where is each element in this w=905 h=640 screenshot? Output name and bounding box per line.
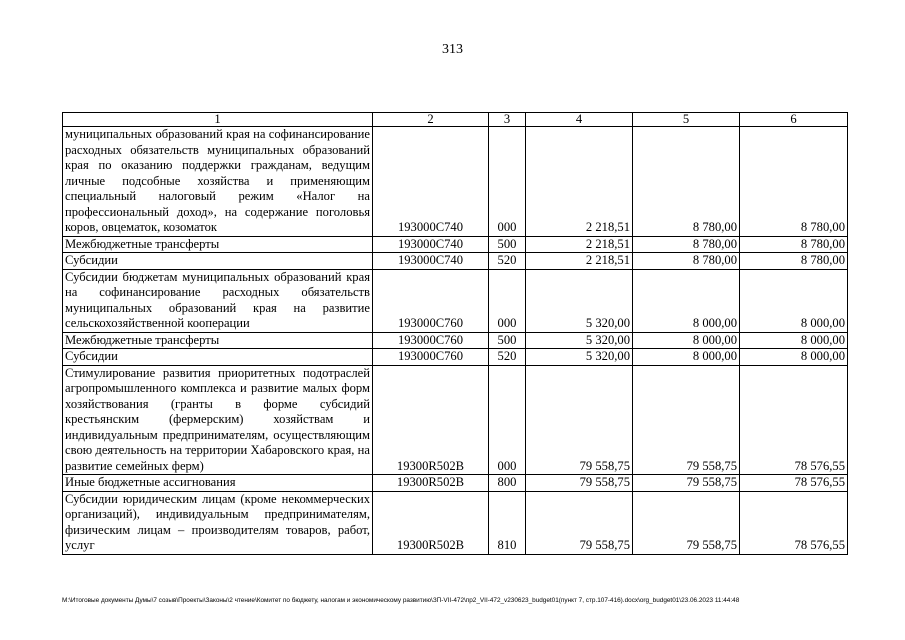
row-code: 19300R502B [373, 491, 489, 554]
row-value-1: 79 558,75 [526, 365, 633, 475]
column-header: 4 [526, 113, 633, 127]
table-row [63, 491, 848, 554]
row-value-1: 2 218,51 [526, 127, 633, 237]
column-header: 2 [373, 113, 489, 127]
row-type: 000 [489, 127, 526, 237]
row-value-3: 78 576,55 [740, 491, 848, 554]
row-code: 19300R502B [373, 365, 489, 475]
table-row [63, 365, 848, 475]
row-value-3: 8 780,00 [740, 236, 848, 253]
row-value-3: 8 780,00 [740, 127, 848, 237]
row-value-1: 5 320,00 [526, 269, 633, 332]
row-value-1: 79 558,75 [526, 475, 633, 492]
document-path-footer: M:\Итоговые документы Думы\7 созыв\Проекты\Законы\2 чтение\Комитет по бюджету, налогам и экономическому развитию\ЗП-VII-472\пр2_VII-472_v230623_budget01(пункт 7, стр.107-416).docx\org_budget01\23.06.2023 11:44:48 [62, 597, 740, 604]
column-header: 1 [63, 113, 373, 127]
row-name: Субсидии [63, 253, 373, 270]
row-type: 000 [489, 269, 526, 332]
table-row [63, 269, 848, 332]
row-type: 810 [489, 491, 526, 554]
row-value-3: 8 780,00 [740, 253, 848, 270]
row-type: 500 [489, 332, 526, 349]
page-number: 313 [442, 42, 463, 57]
row-name: Стимулирование развития приоритетных подотраслей агропромышленного комплекса и развитие малых форм хозяйствования (гранты в форме субсидий крестьянским (фермерским) хозяйствам и индивидуальным предпринимателям, осуществляющим свою деятельность на территории Хабаровского края, на развитие семейных ферм) [63, 365, 373, 475]
row-name: Субсидии [63, 349, 373, 366]
row-value-1: 2 218,51 [526, 253, 633, 270]
row-value-1: 5 320,00 [526, 349, 633, 366]
row-value-1: 2 218,51 [526, 236, 633, 253]
table-row [63, 349, 848, 366]
row-type: 500 [489, 236, 526, 253]
row-type: 000 [489, 365, 526, 475]
row-name: Межбюджетные трансферты [63, 236, 373, 253]
row-value-3: 8 000,00 [740, 332, 848, 349]
row-value-2: 79 558,75 [633, 475, 740, 492]
table-row [63, 253, 848, 270]
row-value-3: 78 576,55 [740, 475, 848, 492]
row-value-1: 5 320,00 [526, 332, 633, 349]
table-row [63, 332, 848, 349]
column-header: 3 [489, 113, 526, 127]
row-type: 520 [489, 349, 526, 366]
row-name: Межбюджетные трансферты [63, 332, 373, 349]
row-code: 193000С740 [373, 236, 489, 253]
row-value-1: 79 558,75 [526, 491, 633, 554]
row-code: 193000С760 [373, 332, 489, 349]
row-code: 193000С740 [373, 127, 489, 237]
row-code: 19300R502B [373, 475, 489, 492]
row-code: 193000С740 [373, 253, 489, 270]
column-header: 5 [633, 113, 740, 127]
row-type: 800 [489, 475, 526, 492]
table-row [63, 236, 848, 253]
row-value-3: 8 000,00 [740, 269, 848, 332]
table-row [63, 127, 848, 237]
row-type: 520 [489, 253, 526, 270]
row-value-2: 8 780,00 [633, 236, 740, 253]
row-value-3: 78 576,55 [740, 365, 848, 475]
table-header-row [63, 113, 848, 127]
row-value-2: 79 558,75 [633, 491, 740, 554]
row-value-3: 8 000,00 [740, 349, 848, 366]
row-name: Субсидии бюджетам муниципальных образований края на софинансирование расходных обязательств муниципальных образований края на развитие сельскохозяйственной кооперации [63, 269, 373, 332]
row-value-2: 8 780,00 [633, 127, 740, 237]
row-code: 193000С760 [373, 269, 489, 332]
row-value-2: 8 000,00 [633, 332, 740, 349]
budget-table [62, 112, 848, 555]
row-name: Иные бюджетные ассигнования [63, 475, 373, 492]
row-value-2: 79 558,75 [633, 365, 740, 475]
row-value-2: 8 780,00 [633, 253, 740, 270]
row-value-2: 8 000,00 [633, 269, 740, 332]
table-row [63, 475, 848, 492]
row-name: муниципальных образований края на софинансирование расходных обязательств муниципальных образований края по оказанию поддержки гражданам, ведущим личные подсобные хозяйства и применяющим специальный налоговый режим «Налог на профессиональный доход», на содержание поголовья коров, овцематок, козоматок [63, 127, 373, 237]
row-name: Субсидии юридическим лицам (кроме некоммерческих организаций), индивидуальным предпринимателям, физическим лицам – производителям товаров, работ, услуг [63, 491, 373, 554]
column-header: 6 [740, 113, 848, 127]
row-code: 193000С760 [373, 349, 489, 366]
row-value-2: 8 000,00 [633, 349, 740, 366]
